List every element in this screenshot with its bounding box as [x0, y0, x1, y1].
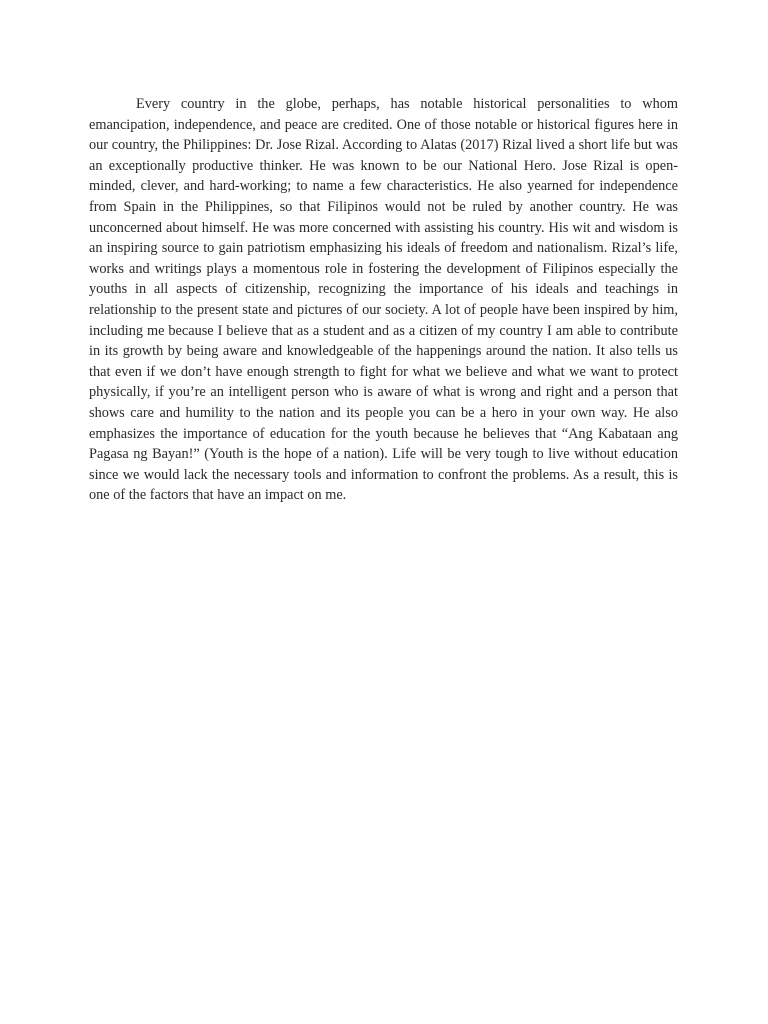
body-paragraph: Every country in the globe, perhaps, has notable historical personalities to whom emancipation, independence, and peace are credited. One of those notable or historical figures here in our country, the Philippines: Dr. Jose Rizal. According to Alatas (2017) Rizal lived a short life but was an exceptionally productive thinker. He was known to be our National Hero. Jose Rizal is open-minded, clever, and hard-working; to name a few characteristics. He also yearned for independence from Spain in the Philippines, so that Filipinos would not be ruled by another country. He was unconcerned about himself. He was more concerned with assisting his country. His wit and wisdom is an inspiring source to gain patriotism emphasizing his ideals of freedom and nationalism. Rizal’s life, works and writings plays a momentous role in fostering the development of Filipinos especially the youths in all aspects of citizenship, recognizing the importance of his ideals and teachings in relationship to the present state and pictures of our society. A lot of people have been inspired by him, including me because I believe that as a student and as a citizen of my country I am able to contribute in its growth by being aware and knowledgeable of the happenings around the nation. It also tells us that even if we don’t have enough strength to fight for what we believe and what we want to protect physically, if you’re an intelligent person who is aware of what is wrong and right and a person that shows care and humility to the nation and its people you can be a hero in your own way. He also emphasizes the importance of education for the youth because he believes that “Ang Kabataan ang Pagasa ng Bayan!” (Youth is the hope of a nation). Life will be very tough to live without education since we would lack the necessary tools and information to confront the problems. As a result, this is one of the factors that have an impact on me.	[89, 96, 678, 504]
